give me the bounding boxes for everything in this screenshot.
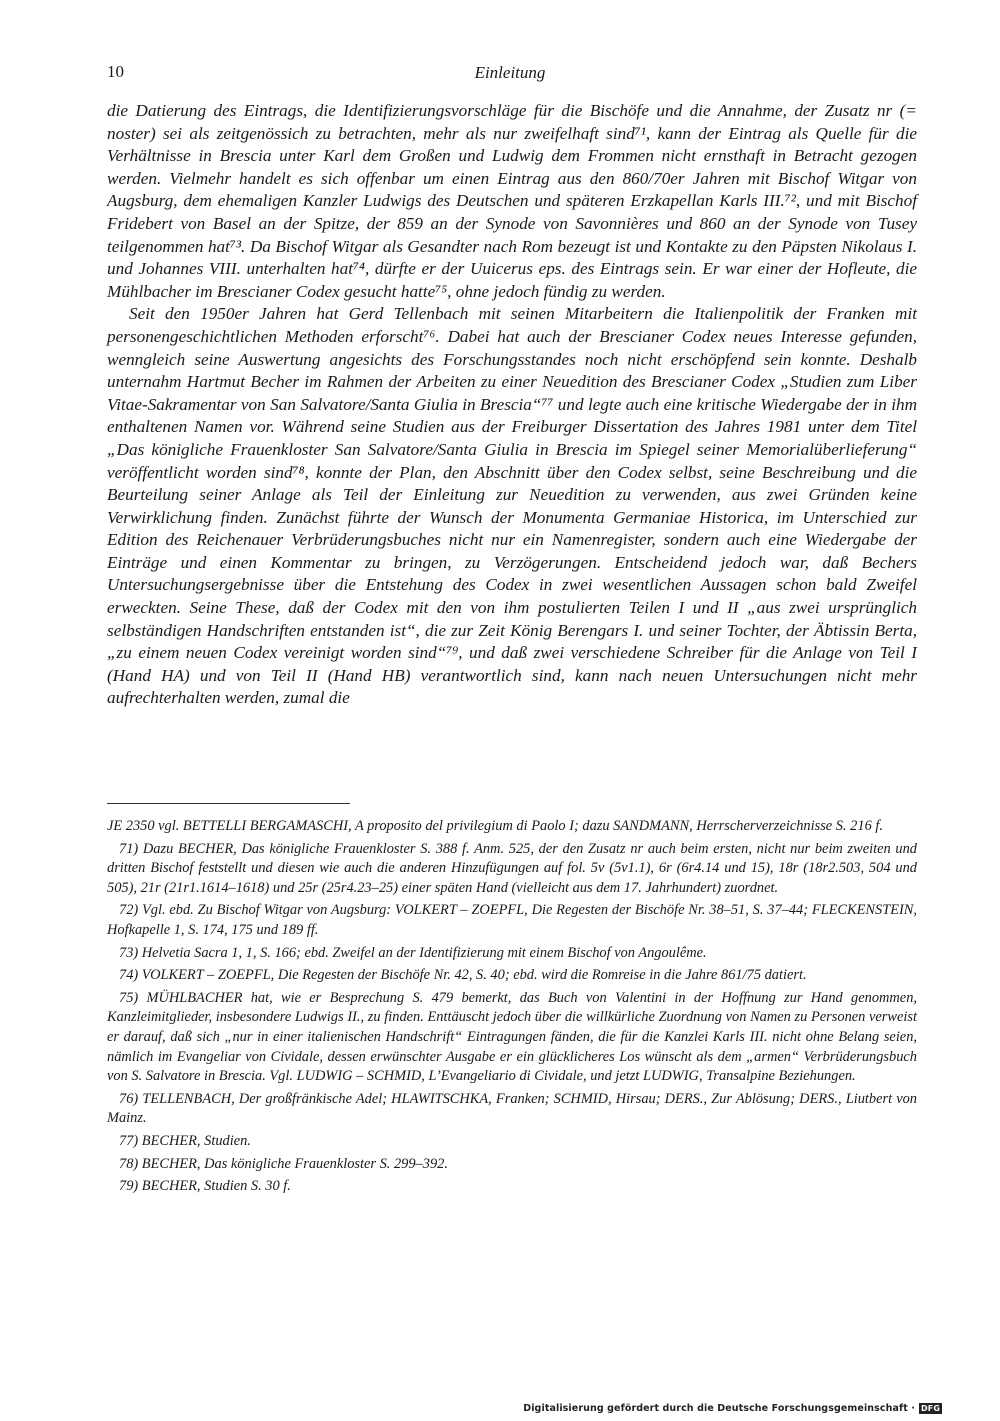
footnote-76: 76) TELLENBACH, Der großfränkische Adel; HLAWITSCHKA, Franken; SCHMID, Hirsau; DERS., Zur Ablösung; DERS., Liutbert von Mainz. <box>107 1090 917 1127</box>
footnote-78: 78) BECHER, Das königliche Frauenkloster S. 299–392. <box>119 1155 448 1172</box>
digitization-credit <box>523 1403 942 1414</box>
footnote-71: 71) Dazu BECHER, Das königliche Frauenkloster S. 388 f. Anm. 525, der den Zusatz nr auch beim ersten, nicht nur beim zweiten und dritten Bischof feststellt und diesen wie auch die anderen Hinzufügungen auf fol. 5v (5v1.1), 6r (6r4.14 und 15), 18r (18r2.503, 504 und 505), 21r (21r1.1614–1618) und 25r (25r4.23–25) einer späten Hand (vielleicht aus dem 17. Jahrhundert) zuordnet. <box>107 840 917 896</box>
footnote-separator <box>107 803 350 804</box>
body-paragraph: die Datierung des Eintrags, die Identifizierungsvorschläge für die Bischöfe und die Annahme, der Zusatz nr (= noster) sei als zeitgenössich zu betrachten, mehr als nur zweifelhaft sind⁷¹, kann der Eintrag als Quelle für die Verhältnisse in Brescia unter Karl dem Großen und Ludwig dem Frommen nicht ernsthaft in Betracht gezogen werden. Vielmehr handelt es sich offenbar um einen Eintrag aus den 860/70er Jahren mit Bischof Witgar von Augsburg, dem ehemaligen Kanzler Ludwigs des Deutschen und späteren Erzkapellan Karls III.⁷², und mit Bischof Fridebert von Basel an der Spitze, der 859 an der Synode von Savonnières und 860 an der Synode von Tusey teilgenommen hat⁷³. Da Bischof Witgar als Gesandter nach Rom bezeugt ist und Kontakte zu den Päpsten Nikolaus I. und Johannes VIII. unterhalten hat⁷⁴, dürfte er der Uuicerus eps. des Eintrags sein. Er war einer der Hofleute, die Mühlbacher im Brescianer Codex gesucht hatte⁷⁵, ohne jedoch fündig zu werden. <box>107 101 917 301</box>
footnote-77: 77) BECHER, Studien. <box>119 1132 251 1149</box>
main-body-text <box>107 100 917 710</box>
footnote-74: 74) VOLKERT – ZOEPFL, Die Regesten der Bischöfe Nr. 42, S. 40; ebd. wird die Romreise in die Jahre 861/75 datiert. <box>119 967 807 984</box>
credit-text: Digitalisierung gefördert durch die Deutsche Forschungsgemeinschaft · <box>523 1403 916 1414</box>
footnote-79: 79) BECHER, Studien S. 30 f. <box>119 1178 291 1195</box>
body-paragraph: Seit den 1950er Jahren hat Gerd Tellenbach mit seinen Mitarbeitern die Italienpolitik der Franken mit personengeschichtlichen Methoden erforscht⁷⁶. Dabei hat auch der Brescianer Codex neues Interesse gefunden, wenngleich seine Auswertung angesichts des Forschungsstandes noch nicht erschöpfend sein konnte. Deshalb unternahm Hartmut Becher im Rahmen der Arbeiten zu einer Neuedition des Brescianer Codex „Studien zum Liber Vitae-Sakramentar von San Salvatore/Santa Giulia in Brescia“⁷⁷ und legte auch eine kritische Wiedergabe der in ihm enthaltenen Namen vor. Während seine Studien aus der Freiburger Dissertation des Jahres 1981 unter dem Titel „Das königliche Frauenkloster San Salvatore/Santa Giulia in Brescia im Spiegel seiner Memorialüberlieferung“ veröffentlicht worden sind⁷⁸, konnte der Plan, den Abschnitt über den Codex selbst, seine Beschreibung und die Beurteilung seiner Anlage als Teil der Einleitung zur Neuedition zu verwenden, aus zwei Gründen keine Verwirklichung finden. Zunächst führte der Wunsch der Monumenta Germaniae Historica, im Unterschied zur Edition des Reichenauer Verbrüderungsbuches nicht nur ein Namenregister, sondern auch eine Wiedergabe der Einträge und einen Kommentar zu bringen, zu Verzögerungen. Entscheidend jedoch war, daß Bechers Untersuchungsergebnisse über die Entstehung des Codex in zwei wesentlichen Aussagen schon bald Zweifel erweckten. Seine These, daß der Codex mit den von ihm postulierten Teilen I und II „aus zwei ursprünglich selbständigen Handschriften entstanden ist“, die zur Zeit König Berengars I. und seiner Tochter, der Äbtissin Berta, „zu einem neuen Codex vereinigt worden sind“⁷⁹, und daß zwei verschiedene Schreiber für die Anlage von Teil I (Hand HA) und von Teil II (Hand HB) verantwortlich sind, kann nach neuen Untersuchungen nicht mehr aufrechterhalten werden, zumal die <box>107 304 917 708</box>
page-number: 10 <box>107 62 124 81</box>
footnote-73: 73) Helvetia Sacra 1, 1, S. 166; ebd. Zweifel an der Identifizierung mit einem Bischof von Angoulême. <box>119 944 707 961</box>
footnote-75: 75) MÜHLBACHER hat, wie er Besprechung S. 479 bemerkt, das Buch von Valentini in der Hoffnung zur Hand genommen, Kanzleimitglieder, insbesondere Ludwigs II., zu finden. Enttäuscht jedoch über die willkürliche Zuordnung von Namen zu Personen verweist er darauf, daß sich „nur in einer italienischen Handschrift“ Eintragungen fänden, die für die Kanzlei Karls III. nicht ohne Belang seien, nämlich im Evangeliar von Cividale, dessen erwünschter Ausgabe er ein glücklicheres Los wünscht als dem „armen“ Verbrüderungsbuch von S. Salvatore in Brescia. Vgl. LUDWIG – SCHMID, L’Evangeliario di Cividale, und jetzt LUDWIG, Transalpine Beziehungen. <box>107 989 917 1085</box>
footnotes-section <box>107 817 917 1197</box>
dfg-logo: DFG <box>921 1404 940 1413</box>
running-head: Einleitung <box>474 63 546 82</box>
footnote-continuation: JE 2350 vgl. BETTELLI BERGAMASCHI, A proposito del privilegium di Paolo I; dazu SANDMANN, Herrscherverzeichnisse S. 216 f. <box>107 818 883 834</box>
footnote-72: 72) Vgl. ebd. Zu Bischof Witgar von Augsburg: VOLKERT – ZOEPFL, Die Regesten der Bischöfe Nr. 38–51, S. 37–44; FLECKENSTEIN, Hofkapelle 1, S. 174, 175 und 189 ff. <box>107 902 917 938</box>
